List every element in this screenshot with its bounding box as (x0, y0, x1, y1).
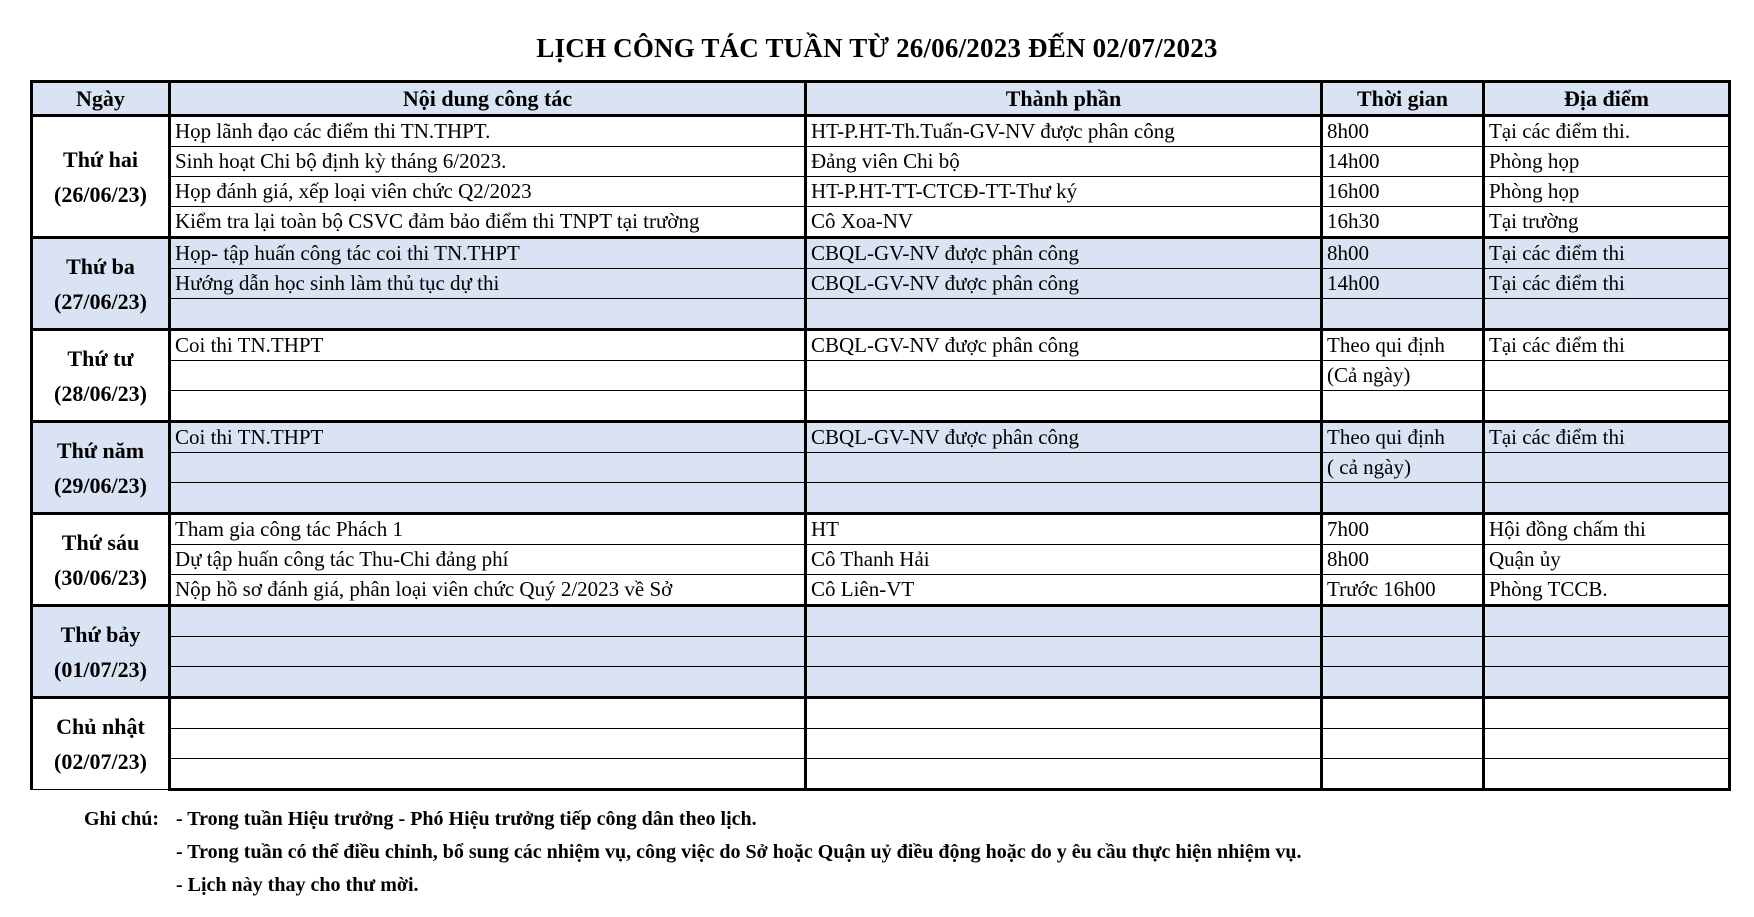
participants-cell: CBQL-GV-NV được phân công (806, 330, 1322, 361)
table-row (32, 116, 1730, 147)
content-cell: Coi thi TN.THPT (170, 422, 806, 453)
time-cell: (Cả ngày) (1322, 361, 1484, 391)
participants-cell: HT-P.HT-Th.Tuấn-GV-NV được phân công (806, 116, 1322, 147)
day-cell (32, 514, 170, 606)
day-cell (32, 238, 170, 330)
table-row (32, 729, 1730, 759)
header-location: Địa điểm (1484, 82, 1730, 116)
location-cell (1484, 637, 1730, 667)
time-cell (1322, 483, 1484, 514)
location-cell: Tại trường (1484, 207, 1730, 238)
location-cell (1484, 759, 1730, 790)
notes-label-spacer (84, 869, 176, 902)
location-cell (1484, 391, 1730, 422)
participants-cell: Cô Xoa-NV (806, 207, 1322, 238)
location-cell (1484, 483, 1730, 514)
time-cell: 14h00 (1322, 269, 1484, 299)
day-cell (32, 330, 170, 422)
day-cell (32, 606, 170, 698)
location-cell (1484, 453, 1730, 483)
location-cell (1484, 606, 1730, 637)
day-group (32, 330, 1730, 422)
day-date: (27/06/23) (54, 288, 147, 314)
day-cell (32, 422, 170, 514)
content-cell: Dự tập huấn công tác Thu-Chi đảng phí (170, 545, 806, 575)
day-name: Thứ bảy (60, 621, 141, 647)
participants-cell: CBQL-GV-NV được phân công (806, 422, 1322, 453)
participants-cell (806, 391, 1322, 422)
day-date: (26/06/23) (54, 181, 147, 207)
header-day: Ngày (32, 82, 170, 116)
content-cell (170, 667, 806, 698)
time-cell (1322, 698, 1484, 729)
table-row (32, 147, 1730, 177)
content-cell: Hướng dẫn học sinh làm thủ tục dự thi (170, 269, 806, 299)
content-cell (170, 637, 806, 667)
day-name: Thứ tư (67, 345, 134, 371)
time-cell: 16h00 (1322, 177, 1484, 207)
time-cell (1322, 299, 1484, 330)
time-cell (1322, 606, 1484, 637)
location-cell: Tại các điểm thi (1484, 330, 1730, 361)
day-date: (01/07/23) (54, 656, 147, 682)
day-cell (32, 698, 170, 790)
location-cell: Tại các điểm thi (1484, 269, 1730, 299)
participants-cell (806, 299, 1322, 330)
content-cell (170, 606, 806, 637)
table-row (32, 514, 1730, 545)
location-cell (1484, 361, 1730, 391)
location-cell (1484, 667, 1730, 698)
participants-cell (806, 361, 1322, 391)
table-row (32, 453, 1730, 483)
day-group (32, 606, 1730, 698)
participants-cell: Cô Liên-VT (806, 575, 1322, 606)
location-cell: Phòng họp (1484, 147, 1730, 177)
table-row (32, 422, 1730, 453)
table-row (32, 606, 1730, 637)
day-group (32, 116, 1730, 238)
location-cell (1484, 698, 1730, 729)
content-cell (170, 759, 806, 790)
time-cell (1322, 759, 1484, 790)
header-content: Nội dung công tác (170, 82, 806, 116)
notes-label-spacer (84, 836, 176, 869)
day-name: Chủ nhật (56, 714, 145, 739)
table-row (32, 545, 1730, 575)
table-row (32, 667, 1730, 698)
content-cell (170, 391, 806, 422)
content-cell: Coi thi TN.THPT (170, 330, 806, 361)
day-group (32, 422, 1730, 514)
schedule-table (30, 80, 1731, 791)
day-group (32, 238, 1730, 330)
header-participants: Thành phần (806, 82, 1322, 116)
content-cell: Tham gia công tác Phách 1 (170, 514, 806, 545)
participants-cell (806, 453, 1322, 483)
content-cell: Kiểm tra lại toàn bộ CSVC đảm bảo điểm thi TNPT tại trường (170, 207, 806, 238)
participants-cell: HT-P.HT-TT-CTCĐ-TT-Thư ký (806, 177, 1322, 207)
table-row (32, 330, 1730, 361)
day-date: (28/06/23) (54, 380, 147, 406)
table-row (32, 299, 1730, 330)
time-cell: 16h30 (1322, 207, 1484, 238)
time-cell (1322, 729, 1484, 759)
participants-cell: CBQL-GV-NV được phân công (806, 238, 1322, 269)
participants-cell (806, 606, 1322, 637)
participants-cell (806, 698, 1322, 729)
day-name: Thứ năm (56, 437, 145, 463)
time-cell: 8h00 (1322, 545, 1484, 575)
time-cell: Theo qui định (1322, 330, 1484, 361)
participants-cell (806, 483, 1322, 514)
table-row (32, 238, 1730, 269)
day-group (32, 514, 1730, 606)
table-row (32, 361, 1730, 391)
content-cell (170, 361, 806, 391)
notes-label: Ghi chú: (84, 808, 160, 830)
notes-section (84, 803, 1302, 902)
day-date: (30/06/23) (54, 564, 147, 590)
location-cell: Tại các điểm thi. (1484, 116, 1730, 147)
location-cell: Hội đồng chấm thi (1484, 514, 1730, 545)
participants-cell: CBQL-GV-NV được phân công (806, 269, 1322, 299)
page-title: LỊCH CÔNG TÁC TUẦN TỪ 26/06/2023 ĐẾN 02/07/2023 (536, 33, 1218, 63)
location-cell (1484, 299, 1730, 330)
participants-cell (806, 759, 1322, 790)
note-row (84, 836, 1302, 869)
time-cell: Trước 16h00 (1322, 575, 1484, 606)
participants-cell (806, 637, 1322, 667)
note-line: - Trong tuần Hiệu trưởng - Phó Hiệu trưởng tiếp công dân theo lịch. (176, 808, 757, 830)
header-row (32, 82, 1730, 116)
day-group (32, 698, 1730, 790)
note-line: - Lịch này thay cho thư mời. (176, 874, 419, 896)
location-cell (1484, 729, 1730, 759)
content-cell (170, 729, 806, 759)
table-row (32, 637, 1730, 667)
table-row (32, 698, 1730, 729)
day-name: Thứ ba (66, 253, 135, 279)
day-date: (02/07/23) (54, 749, 147, 774)
content-cell: Họp- tập huấn công tác coi thi TN.THPT (170, 238, 806, 269)
content-cell (170, 299, 806, 330)
table-header (32, 82, 1730, 116)
time-cell: 8h00 (1322, 116, 1484, 147)
day-date: (29/06/23) (54, 472, 147, 498)
participants-cell: HT (806, 514, 1322, 545)
content-cell: Họp lãnh đạo các điểm thi TN.THPT. (170, 116, 806, 147)
participants-cell (806, 729, 1322, 759)
location-cell: Tại các điểm thi (1484, 238, 1730, 269)
time-cell (1322, 667, 1484, 698)
header-time: Thời gian (1322, 82, 1484, 116)
location-cell: Quận ủy (1484, 545, 1730, 575)
table-row (32, 207, 1730, 238)
participants-cell: Cô Thanh Hải (806, 545, 1322, 575)
time-cell (1322, 391, 1484, 422)
location-cell: Tại các điểm thi (1484, 422, 1730, 453)
time-cell: 14h00 (1322, 147, 1484, 177)
table-row (32, 391, 1730, 422)
time-cell: 7h00 (1322, 514, 1484, 545)
time-cell (1322, 637, 1484, 667)
participants-cell (806, 667, 1322, 698)
table-row (32, 483, 1730, 514)
location-cell: Phòng họp (1484, 177, 1730, 207)
content-cell (170, 453, 806, 483)
content-cell: Nộp hồ sơ đánh giá, phân loại viên chức Quý 2/2023 về Sở (170, 575, 806, 606)
content-cell (170, 483, 806, 514)
day-name: Thứ sáu (61, 529, 140, 555)
table-row (32, 575, 1730, 606)
content-cell: Sinh hoạt Chi bộ định kỳ tháng 6/2023. (170, 147, 806, 177)
content-cell (170, 698, 806, 729)
table-row (32, 177, 1730, 207)
time-cell: 8h00 (1322, 238, 1484, 269)
time-cell: ( cả ngày) (1322, 453, 1484, 483)
table-row (32, 269, 1730, 299)
day-name: Thứ hai (63, 146, 138, 172)
content-cell: Họp đánh giá, xếp loại viên chức Q2/2023 (170, 177, 806, 207)
table-row (32, 759, 1730, 790)
day-cell (32, 116, 170, 238)
participants-cell: Đảng viên Chi bộ (806, 147, 1322, 177)
note-row (84, 869, 1302, 902)
note-line: - Trong tuần có thể điều chỉnh, bổ sung các nhiệm vụ, công việc do Sở hoặc Quận uỷ điều động hoặc do y êu cầu thực hiện nhiệm vụ. (176, 841, 1302, 863)
note-row (84, 803, 1302, 836)
location-cell: Phòng TCCB. (1484, 575, 1730, 606)
time-cell: Theo qui định (1322, 422, 1484, 453)
